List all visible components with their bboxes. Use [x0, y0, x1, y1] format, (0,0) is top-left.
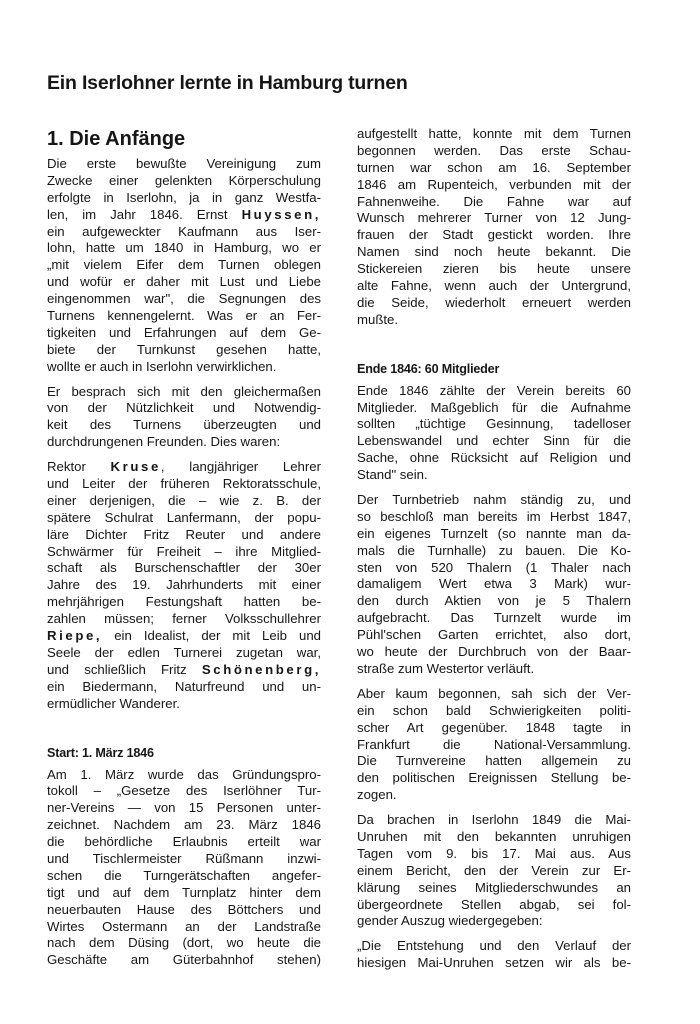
person-name-schoenenberg: Schönenberg, [201, 661, 321, 677]
subheading-start: Start: 1. März 1846 [47, 745, 154, 760]
text-line: hiesigen Mai-Unruhen setzen wir als be- [357, 955, 631, 971]
text-line: begonnen werden. Das erste Schau- [357, 142, 631, 158]
person-name-riepe: Riepe, [47, 628, 103, 644]
text-line: Die Turnvereine hatten allgemein zu [357, 753, 631, 769]
paragraph-founders [47, 459, 321, 712]
text-line: gender Auszug wiedergegeben: [357, 913, 543, 929]
text-line: Geschäfte am Güterbahnhof stehen) [47, 952, 321, 968]
text-line: ermüdlicher Wanderer. [47, 695, 180, 711]
text-line: zeichnet. Nachdem am 23. März 1846 [47, 817, 321, 833]
text-line: „mit vielem Eifer dem Turnen oblegen [47, 257, 321, 273]
person-name-kruse: Kruse [110, 459, 161, 475]
text-line: Wirtes Ostermann an der Landstraße [47, 918, 321, 934]
text-line: und Tischlermeister Rüßmann inzwi- [47, 850, 321, 866]
text-line: ein eigenes Turnzelt (so nannte man da- [357, 525, 631, 541]
text-line: turnen war schon am 16. September [357, 159, 631, 175]
text-line: ein Biedermann, Naturfreund und un- [47, 678, 321, 694]
text-line: damaligem Wert etwa 3 Mark) wur- [357, 576, 631, 592]
text-line: Mitglieder. Maßgeblich für die Aufnahme [357, 399, 631, 415]
text-line: Stickereien zieren bis heute unsere [357, 261, 631, 277]
text-line: tokoll – „Gesetze des Iserlöhner Tur- [47, 783, 321, 799]
text-line [47, 459, 321, 476]
text-line: Seele der edlen Turnerei zugetan war, [47, 644, 321, 660]
text-line: einem Bericht, den der Verein zur Er- [357, 862, 631, 878]
chapter-title: 1. Die Anfänge [47, 128, 186, 150]
text-line: mehrjährigen Festungshaft hatten be- [47, 594, 321, 610]
text-line: Ende 1846 zählte der Verein bereits 60 [357, 382, 631, 398]
text-line: Am 1. März wurde das Gründungspro- [47, 766, 321, 782]
text-line: von der Nützlichkeit und Notwendig- [47, 400, 321, 416]
text-line: schen die Turngerätschaften angefer- [47, 867, 321, 883]
text-line: Da brachen in Iserlohn 1849 die Mai- [357, 812, 631, 828]
text-line: Die erste bewußte Vereinigung zum [47, 156, 321, 171]
text-line: übergeordnete Stellen abgab, sei fol- [357, 896, 631, 912]
text-line: neuerbauten Hause des Böttchers und [47, 901, 321, 917]
text-line: mußte. [357, 311, 399, 327]
text-line: die behördliche Erlaubnis erteilt war [47, 834, 321, 850]
text-fragment: Rektor [47, 459, 111, 475]
paragraph-founding [47, 767, 321, 970]
text-line: aufgebracht. Das Turnzelt wurde im [357, 610, 631, 626]
text-line: nach dem Düsing (dort, wo heute die [47, 935, 321, 951]
paragraph-intro [47, 156, 321, 376]
text-line: Sache, ohne Rücksicht auf Religion und [357, 450, 631, 466]
text-line: und wofür er daher mit Lust und Liebe [47, 274, 321, 290]
text-line: Zwecke einer gelenkten Körperschulung [47, 172, 321, 188]
text-line: Schwärmer für Freiheit – ihre Mitglied- [47, 543, 321, 559]
text-line: läre Dichter Fritz Reuter und andere [47, 526, 321, 542]
text-line: „Die Entstehung und den Verlauf der [357, 938, 631, 954]
text-line: Fahnenweihe. Die Fahne war auf [357, 193, 631, 209]
text-line: frauen der Stadt gestickt worden. Ihre [357, 227, 631, 243]
text-line: Der Turnbetrieb nahm ständig zu, und [357, 492, 631, 508]
text-line: ein schon bald Schwierigkeiten politi- [357, 702, 631, 718]
text-line: wo heute der Durchbruch von der Baar- [357, 644, 631, 660]
paragraph-first-show [357, 126, 631, 329]
page-title: Ein Iserlohner lernte in Hamburg turnen [47, 72, 408, 94]
paragraph-mai-unruhen [357, 812, 631, 930]
text-line: spätere Schulrat Lanfermann, der popu- [47, 509, 321, 525]
text-line: Unruhen mit den bekannten unruhigen [357, 828, 631, 844]
text-line: ein aufgeweckter Kaufmann aus Iser- [47, 223, 321, 239]
person-name-huyssen: Huyssen, [241, 206, 321, 222]
paragraph-politics [357, 686, 631, 804]
text-line: sten von 520 Thalern (1 Thaler nach [357, 559, 631, 575]
text-line: Namen sind noch heute bekannt. Die [357, 244, 631, 260]
text-line: tigkeiten und Erfahrungen auf dem Ge- [47, 324, 321, 340]
text-fragment: , langjähriger Lehrer [160, 459, 321, 475]
paragraph-turnzelt [357, 492, 631, 678]
text-line: aufgestellt hatte, konnte mit dem Turnen [357, 126, 631, 141]
paragraph-quote [357, 938, 631, 972]
subheading-ende: Ende 1846: 60 Mitglieder [357, 361, 500, 376]
text-line: Lebenswandel und echter Sinn für die [357, 433, 631, 449]
text-line: den politischen Ereignissen Stellung be- [357, 770, 631, 786]
text-line: biete der Turnkunst gesehen hatte, [47, 341, 321, 357]
right-column [357, 126, 631, 980]
paragraph-friends [47, 384, 321, 452]
text-line: Tagen vom 9. bis 17. Mai aus. Aus [357, 845, 631, 861]
text-line: scher Art gegenüber. 1848 tagte in [357, 719, 631, 735]
text-line: den durch Aktien von je 5 Thalern [357, 593, 631, 609]
text-line: tigt und auf dem Turnplatz hinter dem [47, 884, 321, 900]
text-line: Frankfurt die National-Versammlung. [357, 736, 631, 752]
text-line [47, 662, 321, 679]
text-line: Er besprach sich mit den gleichermaßen [47, 383, 321, 399]
text-line: eingenommen war", die Segnungen des [47, 291, 321, 307]
text-line: die Seide, wiederholt erneuert werden [357, 294, 631, 310]
text-line: Stand" sein. [357, 467, 428, 483]
text-line: lohn, hatte um 1840 in Hamburg, wo er [47, 240, 321, 256]
text-line: sollten „tüchtige Gesinnung, tadelloser [357, 416, 631, 432]
text-line [47, 628, 321, 645]
text-line: Aber kaum begonnen, sah sich der Ver- [357, 685, 631, 701]
text-line: alte Fahne, wenn auch der Untergrund, [357, 278, 631, 294]
text-line: Wunsch mehrerer Turner von 12 Jung- [357, 210, 631, 226]
paragraph-members [357, 383, 631, 484]
text-line: Pühl'schen Garten errichtet, also dort, [357, 627, 631, 643]
text-line [47, 207, 321, 224]
text-line: klärung seines Mitgliederschwundes an [357, 879, 631, 895]
text-line: erfolgte in Iserlohn, ja in ganz Westfa- [47, 189, 321, 205]
text-line: und Leiter der früheren Rektoratsschule, [47, 476, 321, 492]
text-fragment: len, im Jahr 1846. Ernst [47, 206, 242, 222]
text-fragment: und schließlich Fritz [47, 661, 202, 677]
text-line: zahlen müssen; ferner Volksschullehrer [47, 611, 321, 627]
text-line: Turnens kennengelernt. Was er an Fer- [47, 308, 321, 324]
text-line: 1846 am Rupenteich, verbunden mit der [357, 176, 631, 192]
text-line: durchdrungenen Freunden. Dies waren: [47, 434, 281, 450]
text-line: mals die Turnhalle) zu bauen. Die Ko- [357, 542, 631, 558]
text-line: schaft als Burschenschaftler der 30er [47, 560, 321, 576]
text-line: so beschloß man bereits im Herbst 1847, [357, 508, 631, 524]
text-fragment: ein Idealist, der mit Leib und [102, 628, 321, 644]
text-line: wollte er auch in Iserlohn verwirklichen. [47, 358, 277, 374]
left-column [47, 126, 321, 977]
text-line: zogen. [357, 787, 397, 803]
text-line: Jahre des 19. Jahrhunderts mit einer [47, 577, 321, 593]
text-line: ner-Vereins — von 15 Personen unter- [47, 800, 321, 816]
text-line: einer derjenigen, die – wie z. B. der [47, 492, 321, 508]
text-line: straße zum Westertor verläuft. [357, 660, 535, 676]
text-line: keit des Turnens überzeugten und [47, 417, 321, 433]
